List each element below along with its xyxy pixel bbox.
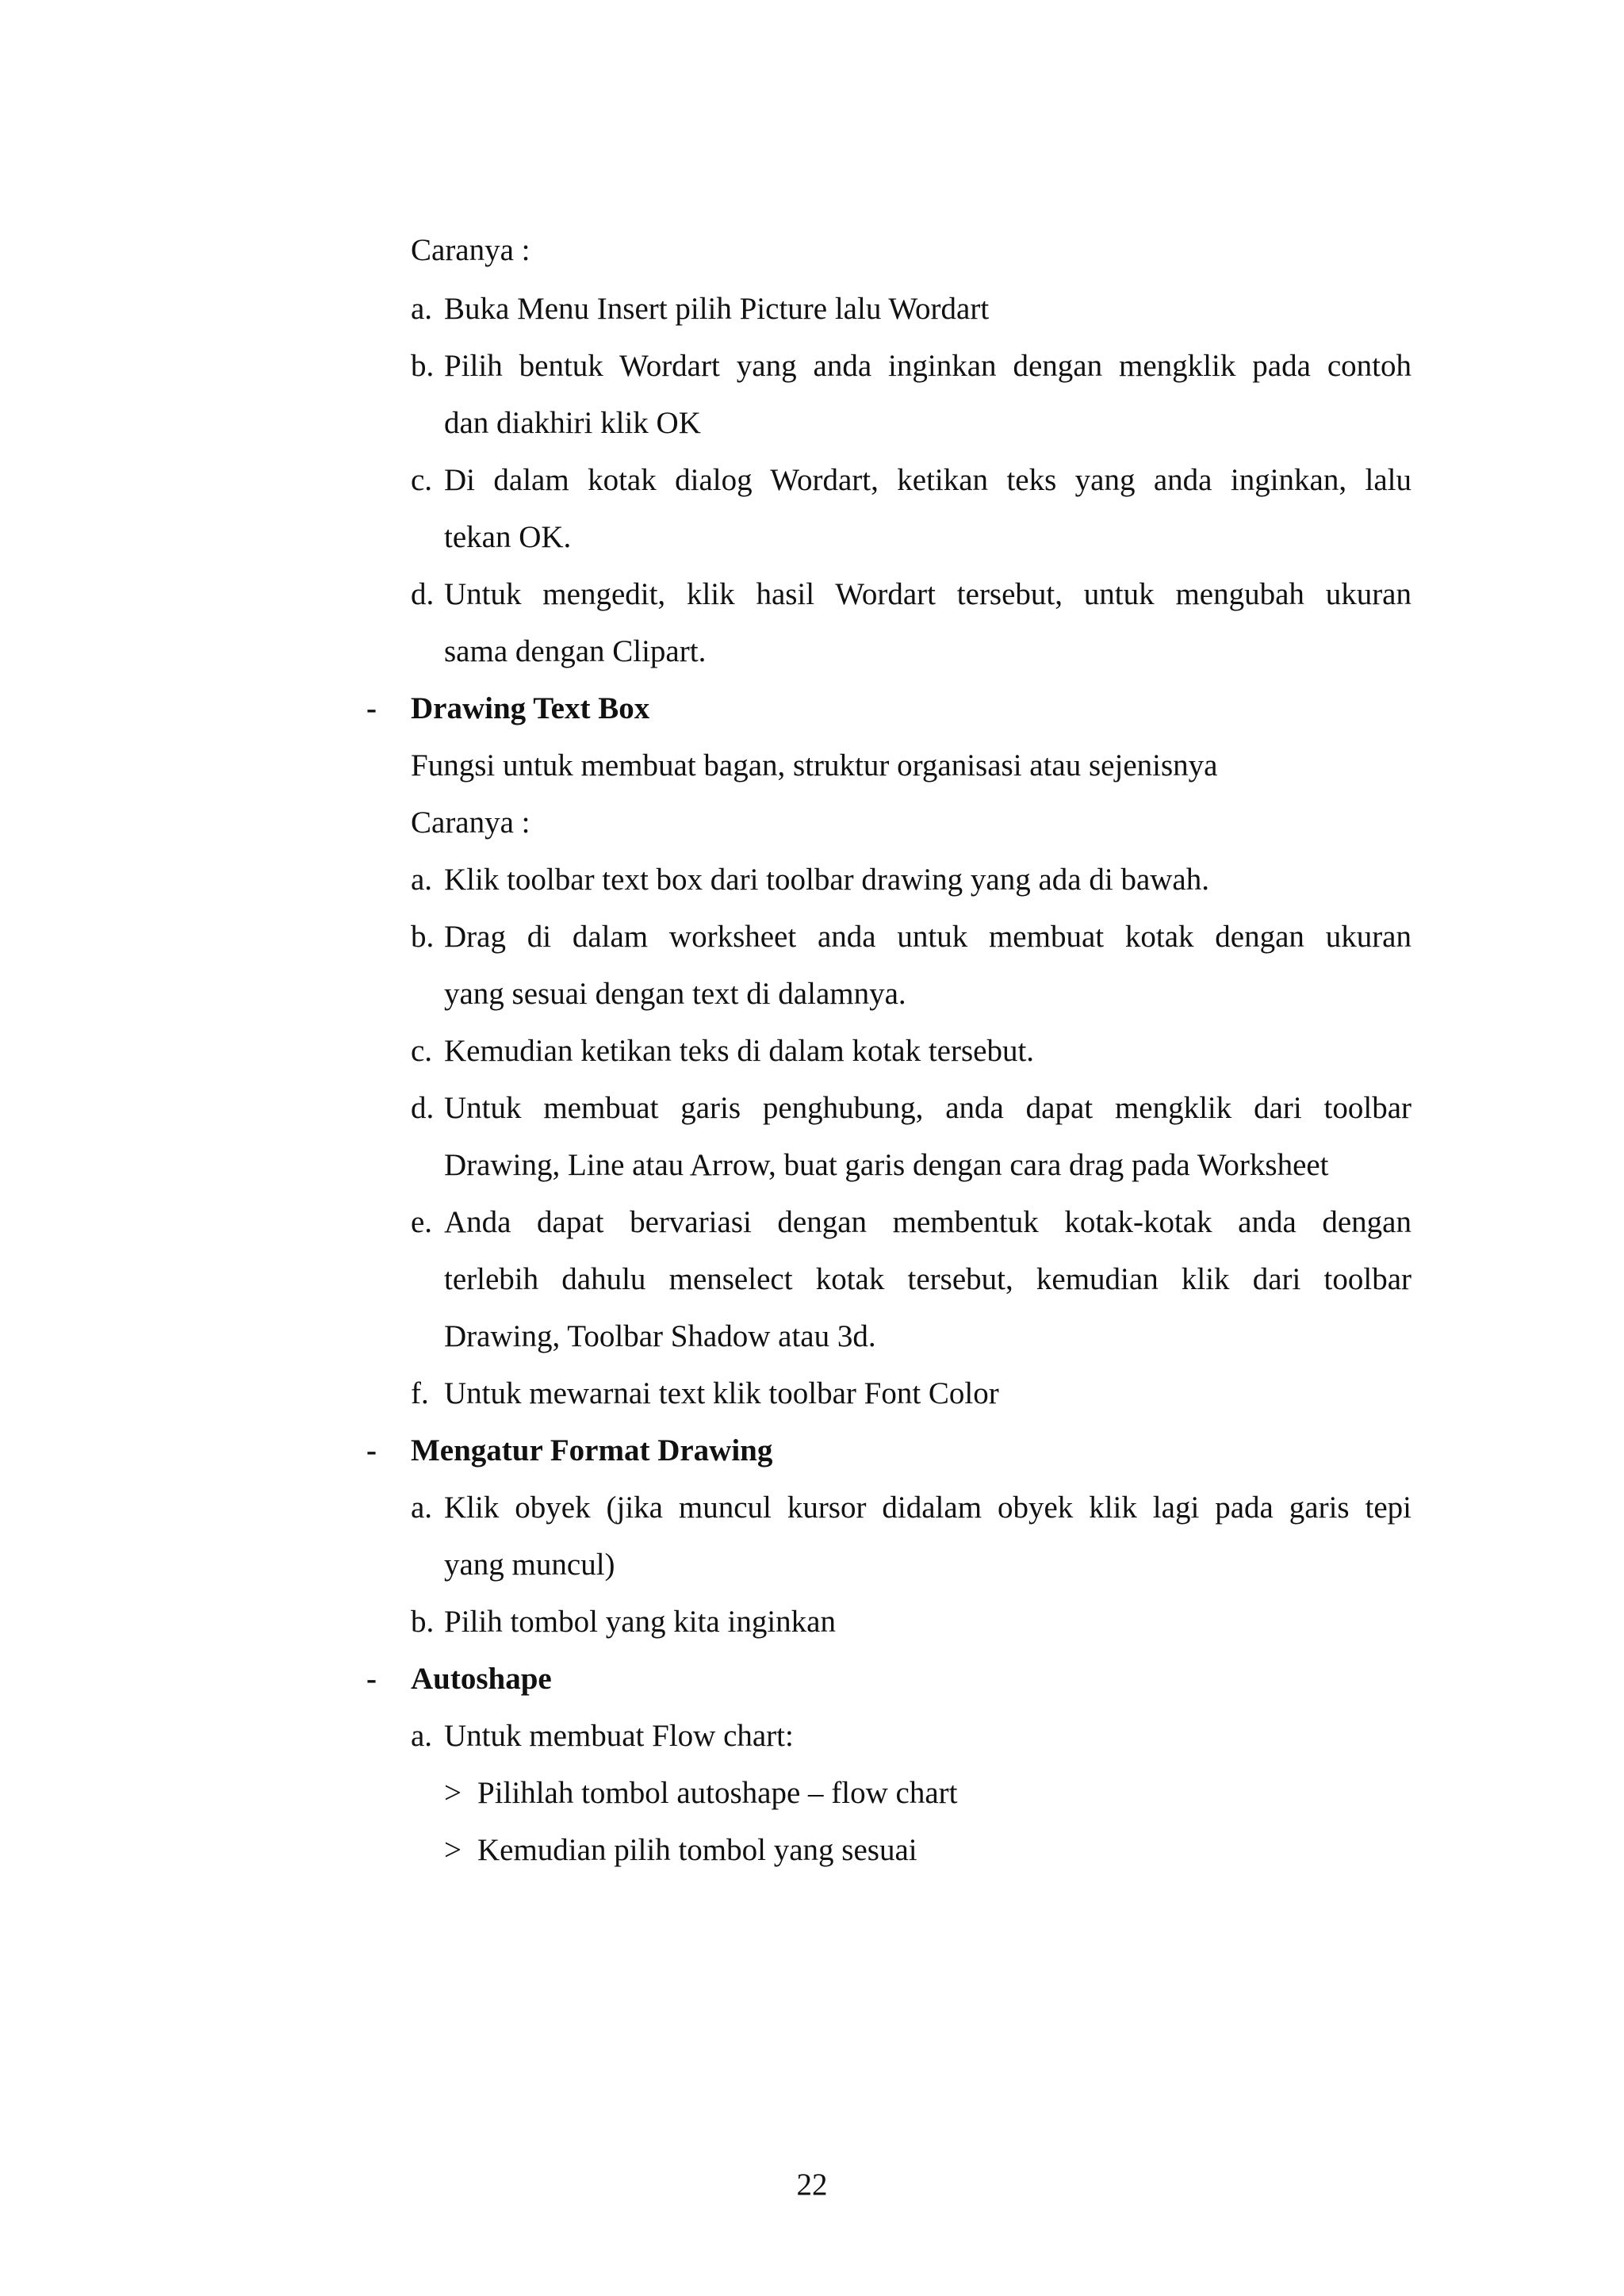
mengatur-format-dash: - — [366, 1433, 377, 1468]
dtb-step-d-marker: d. — [411, 1091, 435, 1125]
autoshape-step-a-marker: a. — [411, 1719, 433, 1753]
dtb-step-f-marker: f. — [411, 1376, 429, 1410]
wordart-step-b-marker: b. — [411, 349, 435, 383]
wordart-step-d-line2: sama dengan Clipart. — [444, 634, 707, 668]
dtb-step-b-marker: b. — [411, 920, 435, 954]
dtb-step-e-line2: terlebih dahulu menselect kotak tersebut, kemudian klik dari toolbar — [444, 1262, 1411, 1296]
dtb-step-e-marker: e. — [411, 1205, 433, 1239]
dtb-step-e-line1: Anda dapat bervariasi dengan membentuk kotak-kotak anda dengan — [444, 1205, 1411, 1239]
wordart-caranya: Caranya : — [411, 233, 530, 267]
mf-step-a-line2: yang muncul) — [444, 1548, 615, 1582]
mf-step-b-text: Pilih tombol yang kita inginkan — [444, 1605, 836, 1639]
wordart-step-a-text: Buka Menu Insert pilih Picture lalu Wordart — [444, 292, 990, 326]
wordart-step-c-line2: tekan OK. — [444, 520, 572, 554]
mf-step-a-line1: Klik obyek (jika muncul kursor didalam obyek klik lagi pada garis tepi — [444, 1490, 1411, 1525]
mf-step-b-marker: b. — [411, 1605, 435, 1639]
autoshape-sub-2-text: Kemudian pilih tombol yang sesuai — [477, 1833, 917, 1867]
wordart-step-a-marker: a. — [411, 292, 433, 326]
mengatur-format-heading: Mengatur Format Drawing — [411, 1433, 773, 1468]
page-number: 22 — [796, 2168, 828, 2202]
dtb-step-e-line3: Drawing, Toolbar Shadow atau 3d. — [444, 1319, 876, 1353]
wordart-step-b-line1: Pilih bentuk Wordart yang anda inginkan dengan mengklik pada contoh — [444, 349, 1411, 383]
autoshape-sub-2-marker: > — [444, 1833, 462, 1867]
dtb-step-b-line1: Drag di dalam worksheet anda untuk membuat kotak dengan ukuran — [444, 920, 1411, 954]
drawing-text-box-caranya: Caranya : — [411, 806, 530, 840]
wordart-step-d-marker: d. — [411, 577, 435, 611]
autoshape-heading: Autoshape — [411, 1662, 552, 1696]
autoshape-dash: - — [366, 1662, 377, 1696]
wordart-step-c-marker: c. — [411, 463, 433, 497]
dtb-step-c-marker: c. — [411, 1034, 433, 1068]
wordart-step-c-line1: Di dalam kotak dialog Wordart, ketikan teks yang anda inginkan, lalu — [444, 463, 1411, 497]
drawing-text-box-fungsi: Fungsi untuk membuat bagan, struktur organisasi atau sejenisnya — [411, 748, 1218, 783]
dtb-step-b-line2: yang sesuai dengan text di dalamnya. — [444, 977, 906, 1011]
dtb-step-d-line2: Drawing, Line atau Arrow, buat garis dengan cara drag pada Worksheet — [444, 1148, 1329, 1182]
dtb-step-f-text: Untuk mewarnai text klik toolbar Font Color — [444, 1376, 999, 1410]
dtb-step-a-marker: a. — [411, 863, 433, 897]
wordart-step-b-line2: dan diakhiri klik OK — [444, 406, 701, 440]
mf-step-a-marker: a. — [411, 1490, 433, 1525]
dtb-step-c-text: Kemudian ketikan teks di dalam kotak tersebut. — [444, 1034, 1035, 1068]
wordart-step-d-line1: Untuk mengedit, klik hasil Wordart tersebut, untuk mengubah ukuran — [444, 577, 1411, 611]
dtb-step-a-text: Klik toolbar text box dari toolbar drawing yang ada di bawah. — [444, 863, 1209, 897]
autoshape-sub-1-text: Pilihlah tombol autoshape – flow chart — [477, 1776, 958, 1810]
autoshape-sub-1-marker: > — [444, 1776, 462, 1810]
dtb-step-d-line1: Untuk membuat garis penghubung, anda dapat mengklik dari toolbar — [444, 1091, 1411, 1125]
drawing-text-box-heading: Drawing Text Box — [411, 691, 650, 725]
autoshape-step-a-text: Untuk membuat Flow chart: — [444, 1719, 794, 1753]
drawing-text-box-dash: - — [366, 691, 377, 725]
